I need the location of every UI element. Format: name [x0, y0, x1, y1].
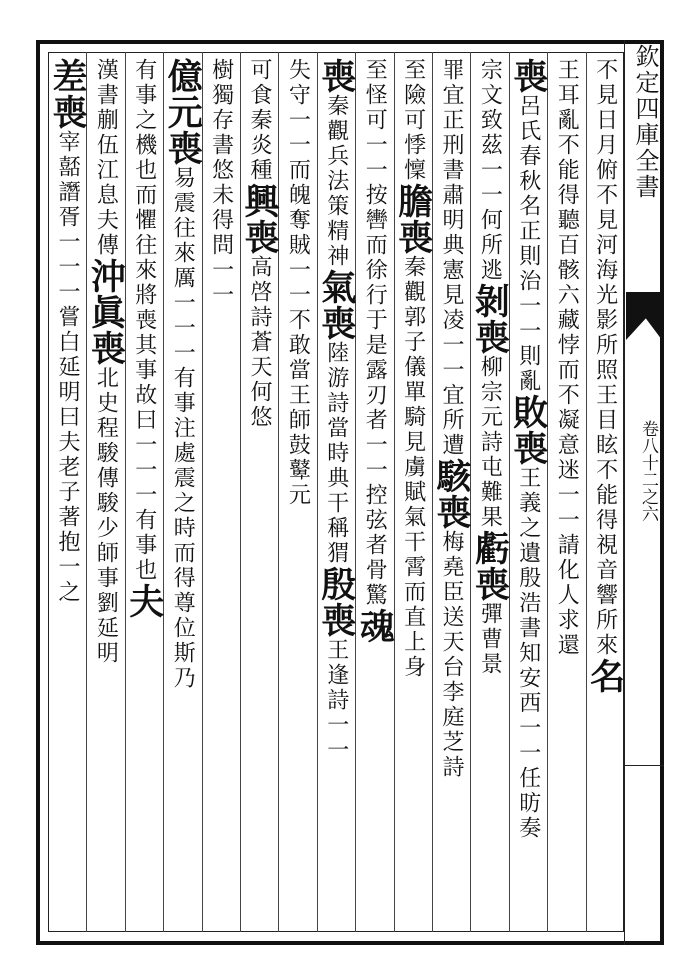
citation-text: 易震往來厲一一一有事注處震之時而得尊位斯乃 [170, 166, 196, 691]
entry-heading: 剝喪 [469, 283, 511, 355]
citation-text: 漢書蒯伍江息夫傳 [93, 58, 119, 258]
citation-text: 王義之遺殷浩書知安西一一任昉奏 [515, 466, 541, 841]
citation-text: 秦觀郭子儀單騎見虜賦氣干霄而直上身 [400, 255, 426, 680]
citation-text: 宗文致茲一一何所逃 [477, 58, 503, 283]
text-column [583, 58, 627, 924]
text-column [237, 58, 281, 924]
entry-heading: 膽喪 [392, 183, 434, 255]
text-column [122, 58, 166, 924]
citation-text: 王逢詩一一 [323, 638, 349, 763]
text-column [352, 58, 396, 924]
text-column [429, 58, 473, 924]
text-column [199, 58, 243, 924]
entry-heading: 沖眞喪 [85, 258, 127, 366]
citation-text: 秦觀兵法策精神 [323, 94, 349, 269]
text-column [45, 58, 89, 924]
entry-heading: 喪 [315, 58, 357, 94]
citation-text: 見凌一一宜所遭 [439, 283, 464, 458]
citation-text: 不見日月俯不見河海光影所照王目眩不能得視音響所來 [592, 58, 618, 658]
citation-text: 至險可悸懍 [400, 58, 426, 183]
text-column [83, 58, 127, 924]
entry-heading: 夫 [123, 583, 165, 619]
entry-heading: 敗喪 [507, 394, 549, 466]
entry-heading: 殷喪 [315, 566, 357, 638]
margin-divider [624, 765, 664, 766]
citation-text: 鼓鼙元 [285, 433, 311, 508]
book-title-label: 欽定四庫全書 [631, 44, 659, 200]
entry-heading: 駭喪 [431, 458, 472, 530]
citation-text: 彈曹景 [477, 602, 503, 677]
text-column [544, 58, 588, 924]
citation-text: 北史程駿傳駿少師事劉延明 [93, 366, 119, 666]
citation-text: 可食秦炎種 [247, 58, 272, 183]
citation-text: 呂氏春秋名正則治一一則亂 [515, 94, 541, 394]
text-column [314, 58, 358, 924]
entry-heading: 億元喪 [162, 58, 204, 166]
citation-text: 罪宜正刑書肅明典憲 [439, 58, 464, 283]
citation-text: 高啓詩蒼天何悠 [247, 255, 272, 430]
entry-heading: 興喪 [239, 183, 280, 255]
entry-heading: 差喪 [47, 58, 88, 130]
text-column [275, 58, 319, 924]
entry-heading: 氣喪 [315, 269, 357, 341]
section-label: 卷八十二之六 [638, 420, 658, 522]
citation-text: 王耳亂不能得聽百骸六藏悖而不凝意迷一一請化人求還 [554, 58, 580, 658]
text-column [160, 58, 204, 924]
citation-text: 賊一一不敢當王師 [285, 233, 311, 433]
entry-heading: 名 [584, 658, 626, 694]
entry-heading: 喪 [507, 58, 549, 94]
entry-heading: 魂 [354, 608, 396, 644]
citation-text: 至怪可一一 [362, 58, 388, 183]
citation-text: 嘗白延明曰夫老子著抱一之 [55, 305, 80, 605]
citation-text: 有事之機也而懼往來將喪其事故曰一一一有事也 [131, 58, 157, 583]
citation-text: 樹獨存書 [208, 58, 234, 158]
text-column [467, 58, 511, 924]
text-column [506, 58, 550, 924]
citation-text: 失守一一而魄奪 [285, 58, 311, 233]
citation-text: 陸游詩當時典干稱猬 [323, 341, 349, 566]
citation-text: 悠未得問一一 [208, 158, 234, 308]
citation-text: 按轡而徐行于是露刃者一一控弦者骨驚 [362, 183, 388, 608]
citation-text: 梅堯臣送天台李庭芝詩 [439, 530, 464, 780]
text-column [391, 58, 435, 924]
citation-text: 柳宗元詩屯難果 [477, 355, 503, 530]
citation-text: 宰嚭譖胥一一一 [55, 130, 80, 305]
entry-heading: 虧喪 [469, 530, 511, 602]
